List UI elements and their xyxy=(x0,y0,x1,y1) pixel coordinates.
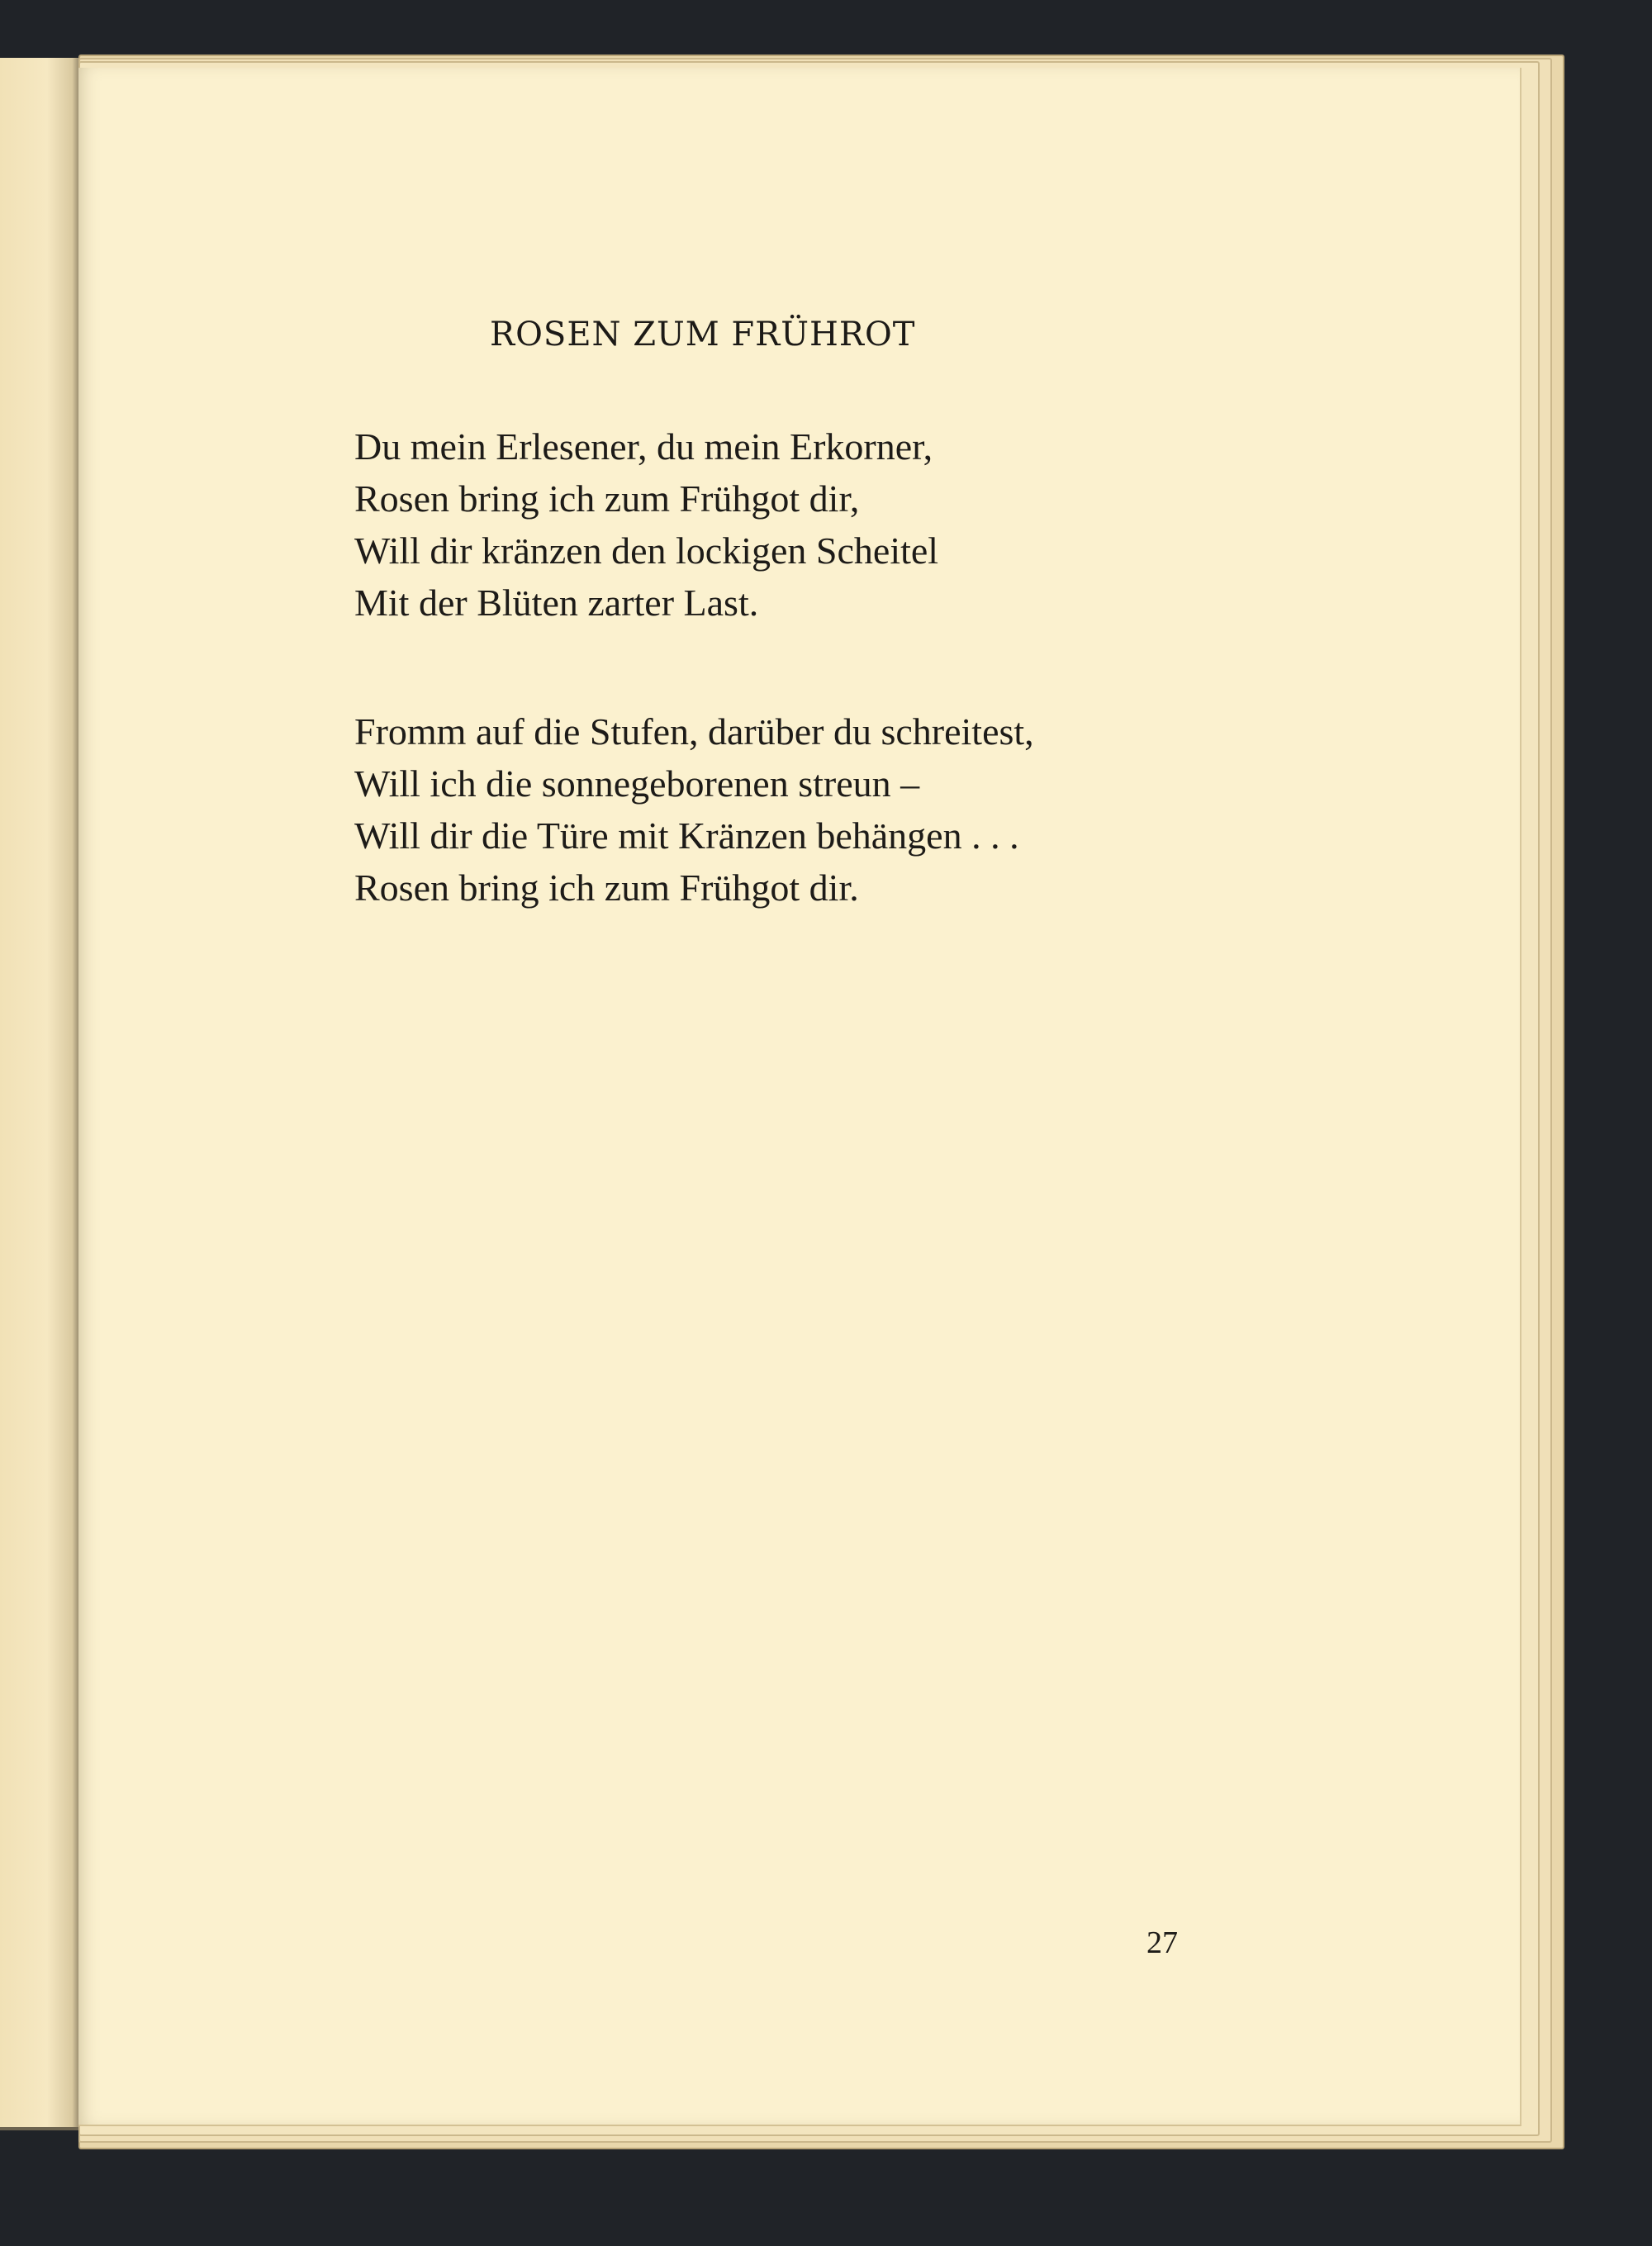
stanza-1 xyxy=(354,420,938,629)
poem-title: ROSEN ZUM FRÜHROT xyxy=(490,316,916,354)
poem-line: Will ich die sonnegeborenen streun – xyxy=(354,762,920,805)
poem-line: Mit der Blüten zarter Last. xyxy=(354,582,759,624)
poem-line: Will dir die Türe mit Kränzen behängen . . . xyxy=(354,814,1019,857)
poem-line: Rosen bring ich zum Frühgot dir, xyxy=(354,477,860,520)
stanza-2 xyxy=(354,705,1034,914)
page-number: 27 xyxy=(1146,1925,1178,1960)
poem-line: Will dir kränzen den lockigen Scheitel xyxy=(354,529,939,572)
book-page xyxy=(78,68,1521,2126)
poem-line: Fromm auf die Stufen, darüber du schreitest, xyxy=(354,710,1034,753)
poem-line: Rosen bring ich zum Frühgot dir. xyxy=(354,867,859,909)
facing-page-edge xyxy=(0,58,78,2130)
poem-line: Du mein Erlesener, du mein Erkorner, xyxy=(354,425,933,468)
